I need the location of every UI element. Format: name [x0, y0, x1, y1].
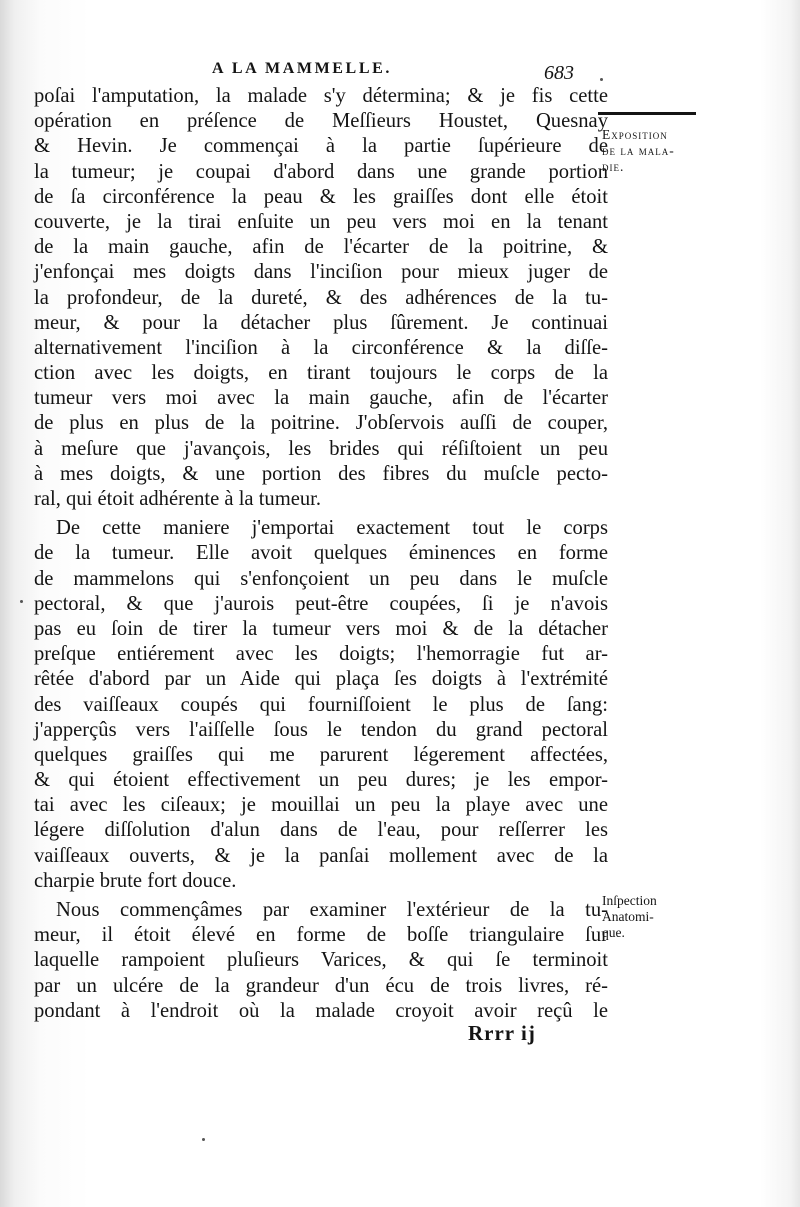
- text-line: alternativement l'inciſion à la circonférence & la diſſe-: [34, 336, 608, 359]
- margin-rule: [598, 112, 696, 115]
- text-line: meur, il étoit élevé en forme de boſſe triangulaire ſur: [34, 924, 608, 947]
- body-text: [34, 84, 608, 1024]
- margin-note-line: Inſpection: [602, 893, 657, 908]
- paragraph-end-line: charpie brute fort douce.: [34, 869, 237, 892]
- page-number: 683: [544, 62, 574, 84]
- text-line: des vaiſſeaux coupés qui fourniſſoient le plus de ſang:: [34, 693, 608, 716]
- text-line: & qui étoient effectivement un peu dures; je les empor-: [34, 769, 608, 792]
- text-line: opération en préſence de Meſſieurs Houstet, Quesnay: [34, 110, 608, 133]
- print-speck: [600, 78, 603, 81]
- text-line: tai avec les ciſeaux; je mouillai un peu la playe avec une: [34, 794, 608, 817]
- text-line: de mammelons qui s'enfonçoient un peu dans le muſcle: [34, 567, 608, 590]
- margin-note-inspection: [602, 893, 657, 941]
- text-line: à mes doigts, & une portion des fibres du muſcle pecto-: [34, 462, 608, 485]
- text-line: tumeur vers moi avec la main gauche, afin de l'écarter: [34, 387, 608, 410]
- text-line: couverte, je la tirai enſuite un peu vers moi en la tenant: [34, 210, 608, 233]
- text-line: de la main gauche, afin de l'écarter de la poitrine, &: [34, 236, 608, 259]
- text-line: j'enfonçai mes doigts dans l'inciſion pour mieux juger de: [34, 261, 608, 284]
- margin-note-line: die.: [602, 159, 625, 174]
- text-line: légere diſſolution d'alun dans de l'eau, pour reſſerrer les: [34, 819, 608, 842]
- margin-note-line: que.: [602, 925, 625, 940]
- signature-mark: Rrrr ij: [468, 1021, 536, 1045]
- print-speck: [202, 1138, 205, 1141]
- paragraph-start-line: Nous commençâmes par examiner l'extérieur de la tu-: [56, 899, 608, 921]
- text-line: pondant à l'endroit où la malade croyoit avoir reçû le: [34, 999, 608, 1022]
- margin-note-exposition: [602, 127, 675, 175]
- text-line: quelques graiſſes qui me parurent légerement affectées,: [34, 743, 608, 766]
- text-line: par un ulcére de la grandeur d'un écu de trois livres, ré-: [34, 974, 608, 997]
- text-line: pas eu ſoin de tirer la tumeur vers moi & de la détacher: [34, 617, 608, 640]
- text-line: ction avec les doigts, en tirant toujours le corps de la: [34, 362, 608, 385]
- text-line: la tumeur; je coupai d'abord dans une grande portion: [34, 160, 608, 183]
- text-line: poſai l'amputation, la malade s'y détermina; & je fis cette: [34, 85, 608, 107]
- text-line: à meſure que j'avançois, les brides qui réſiſtoient un peu: [34, 437, 608, 460]
- paragraph-start-line: De cette maniere j'emportai exactement tout le corps: [56, 517, 608, 540]
- text-line: de ſa circonférence la peau & les graiſſes dont elle étoit: [34, 185, 608, 208]
- text-line: vaiſſeaux ouverts, & je la panſai mollement avec de la: [34, 844, 608, 867]
- running-title: A LA MAMMELLE.: [212, 60, 392, 77]
- print-speck: [20, 600, 23, 603]
- paragraph-end-line: ral, qui étoit adhérente à la tumeur.: [34, 488, 322, 510]
- text-line: meur, & pour la détacher plus ſûrement. Je continuai: [34, 311, 608, 334]
- margin-note-line: de la mala-: [602, 143, 675, 158]
- text-line: rêtée d'abord par un Aide qui plaça ſes doigts à l'extrémité: [34, 668, 608, 691]
- margin-note-line: Anatomi-: [602, 909, 654, 924]
- text-line: j'apperçûs vers l'aiſſelle ſous le tendon du grand pectoral: [34, 718, 608, 741]
- text-line: la profondeur, de la dureté, & des adhérences de la tu-: [34, 286, 608, 309]
- text-line: de la tumeur. Elle avoit quelques éminences en forme: [34, 542, 608, 565]
- text-line: laquelle rampoient pluſieurs Varices, & qui ſe terminoit: [34, 949, 608, 972]
- text-line: de plus en plus de la poitrine. J'obſervois auſſi de couper,: [34, 412, 608, 435]
- text-line: preſque entiérement avec les doigts; l'hemorragie fut ar-: [34, 643, 608, 666]
- margin-note-line: Exposition: [602, 127, 668, 142]
- text-line: pectoral, & que j'aurois peut-être coupées, ſi je n'avois: [34, 592, 608, 615]
- text-line: & Hevin. Je commençai à la partie ſupérieure de: [34, 135, 608, 158]
- book-page: [12, 0, 790, 1207]
